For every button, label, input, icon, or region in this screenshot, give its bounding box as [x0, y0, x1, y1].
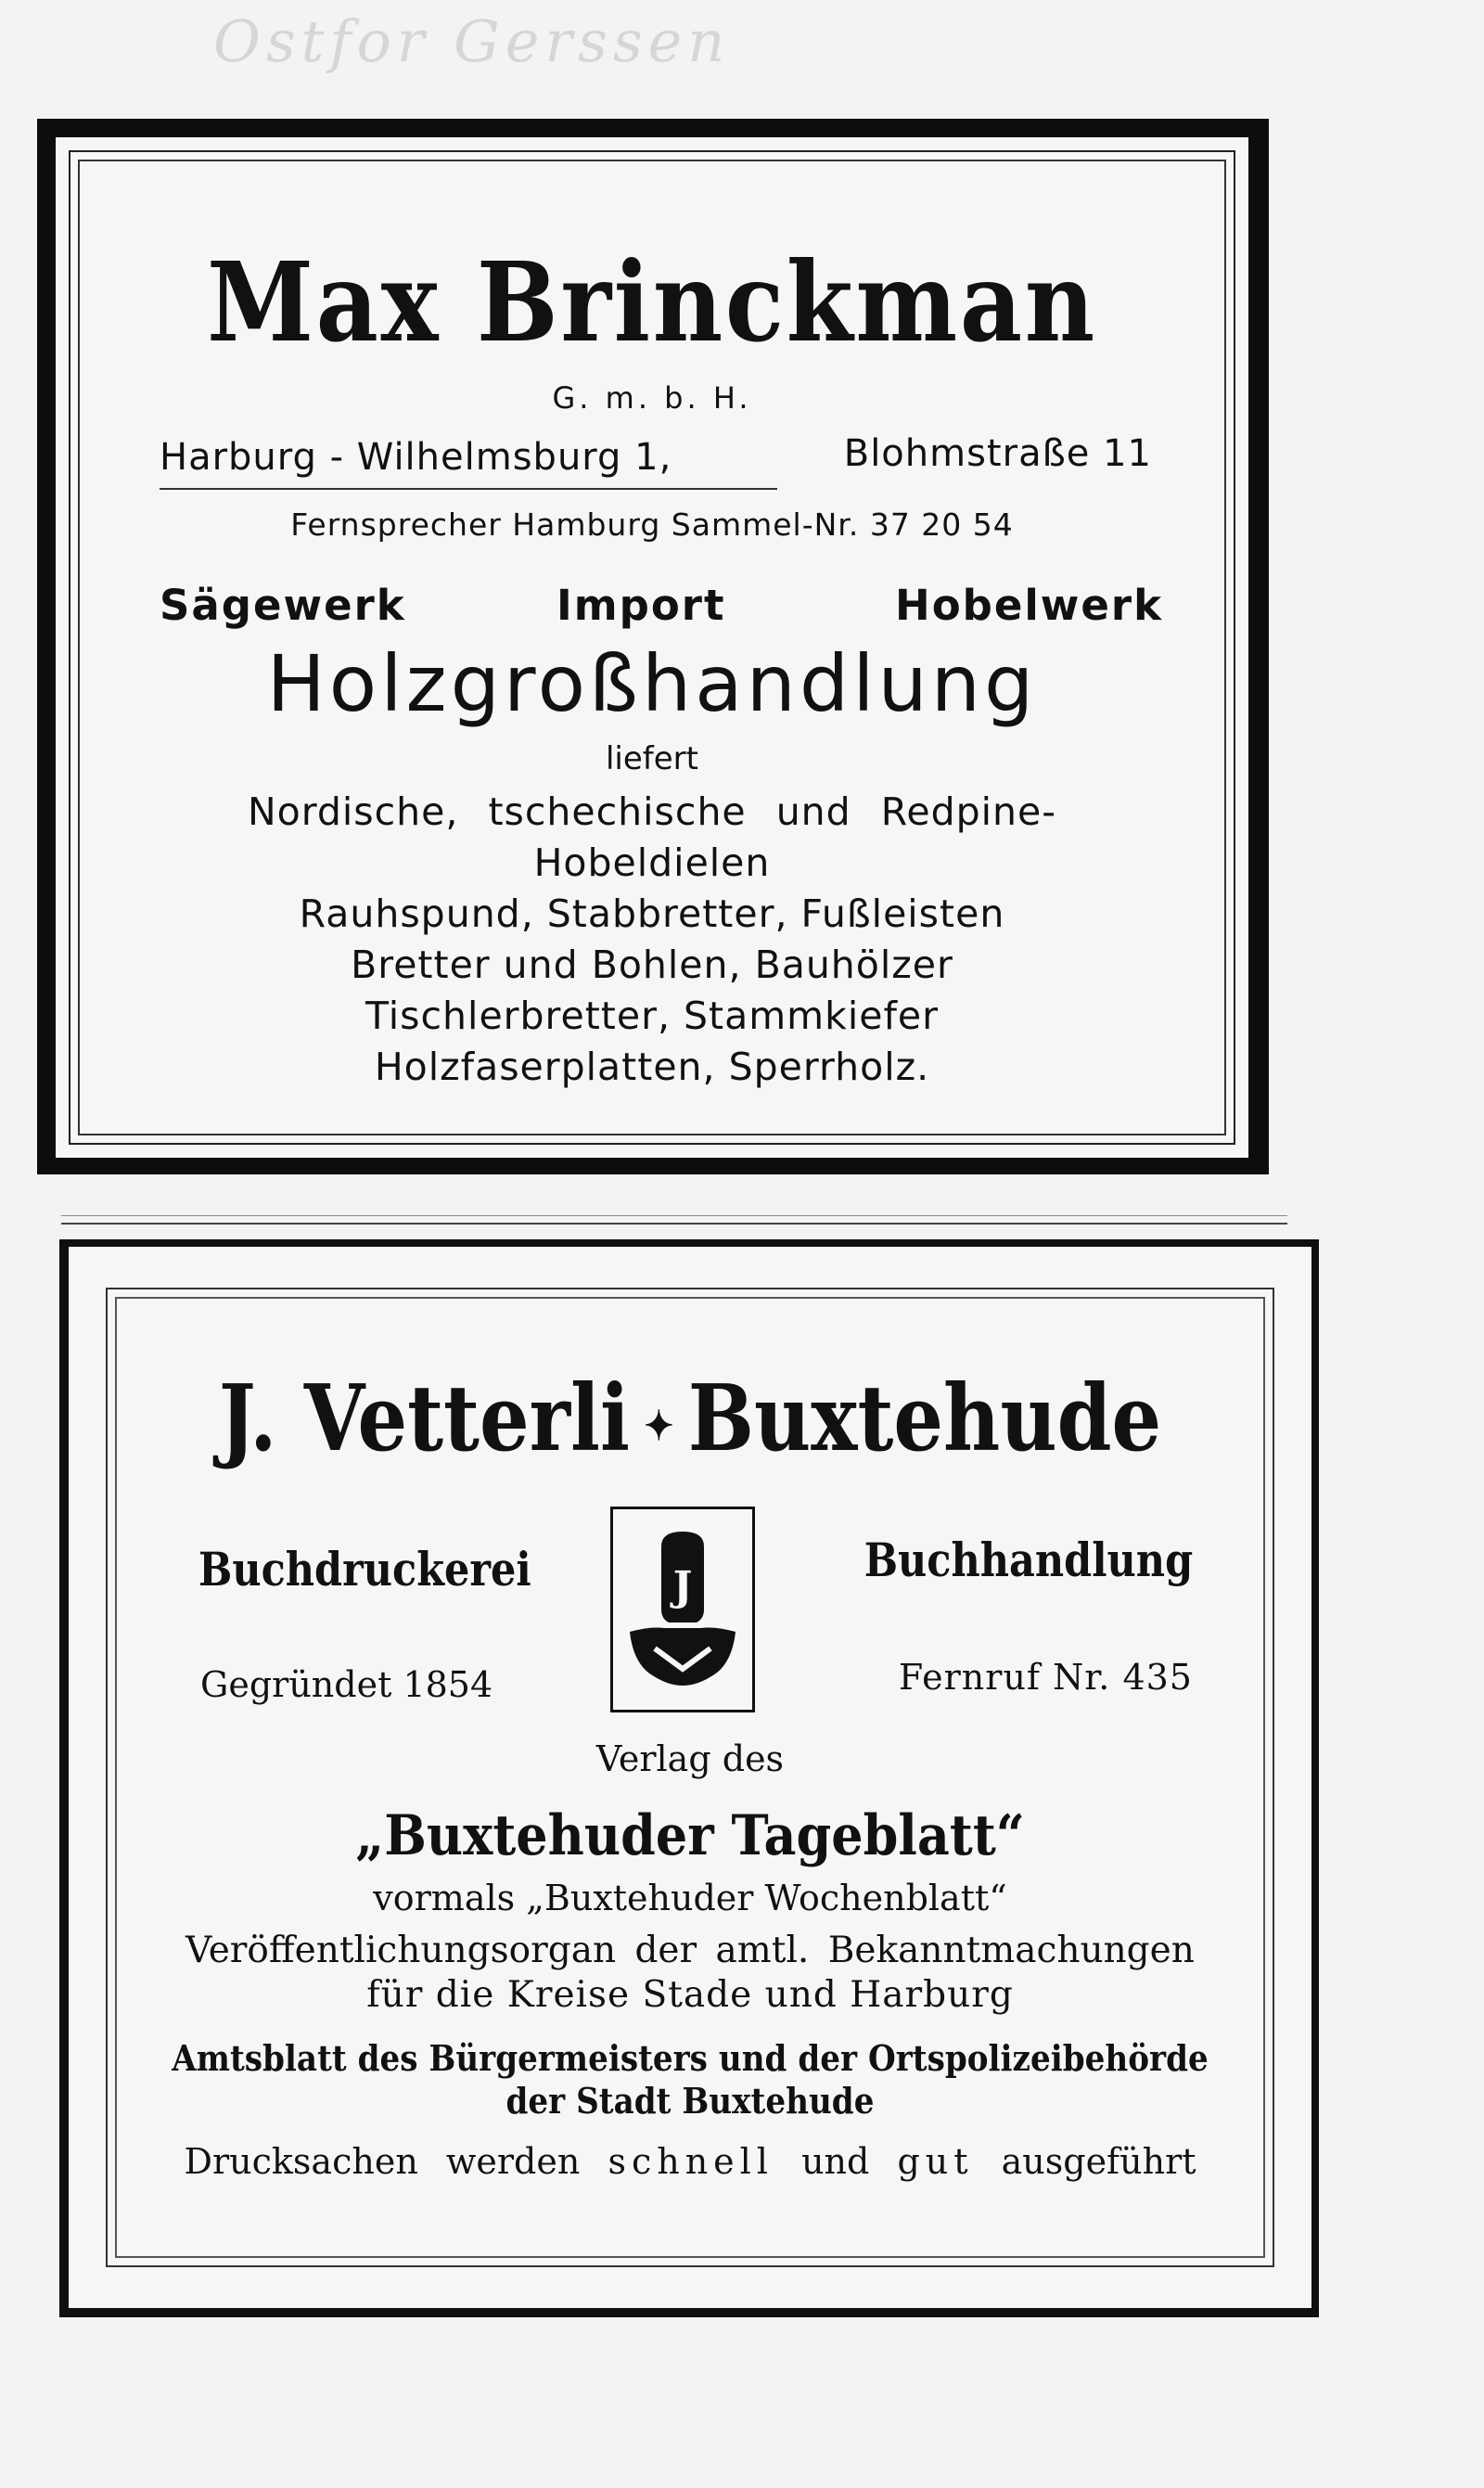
bookshop-heading: Buchhandlung — [864, 1533, 1193, 1587]
separator-ornament: ✦ — [644, 1403, 674, 1451]
printer-logo — [610, 1507, 755, 1712]
phone-number: Fernruf Nr. 435 — [898, 1657, 1193, 1698]
publisher-label: Verlag des — [595, 1738, 785, 1779]
business-title — [156, 1366, 1224, 1472]
product-line: Bretter und Bohlen, Bauhölzer — [351, 943, 953, 987]
logo-letter: J — [672, 1563, 693, 1610]
product-line: Nordische, tschechische und Redpine- — [247, 789, 1057, 834]
supplies-label: liefert — [605, 740, 698, 777]
brinckman-advertisement — [37, 119, 1269, 1174]
slogan-part: schnell — [608, 2141, 774, 2182]
product-line: Holzfaserplatten, Sperrholz. — [374, 1045, 930, 1089]
address-city: Harburg - Wilhelmsburg 1, — [160, 436, 672, 479]
official-notice-line: Veröffentlichungsorgan der amtl. Bekanntmachungen — [186, 1930, 1195, 1971]
product-line: Tischlerbretter, Stammkiefer — [365, 994, 939, 1038]
rule — [61, 1223, 1287, 1225]
official-notice-line: für die Kreise Stade und Harburg — [366, 1974, 1014, 2016]
former-title: vormals „Buxtehuder Wochenblatt“ — [373, 1878, 1007, 1918]
company-name: Max Brinckman — [207, 237, 1097, 366]
newspaper-title: „Buxtehuder Tageblatt“ — [355, 1803, 1025, 1868]
rule-thin — [61, 1215, 1287, 1216]
vetterli-advertisement — [59, 1239, 1319, 2317]
phone-number: Fernsprecher Hamburg Sammel-Nr. 37 20 54 — [290, 507, 1014, 543]
product-line: Hobeldielen — [533, 840, 771, 885]
printing-heading: Buchdruckerei — [198, 1542, 531, 1597]
trade-import: Import — [556, 581, 726, 630]
printer-mark-icon — [613, 1509, 752, 1710]
headline: Holzgroßhandlung — [266, 638, 1038, 729]
slogan-part: Drucksachen werden — [184, 2141, 581, 2182]
gazette-line: Amtsblatt des Bürgermeisters und der Ortspolizeibehörde — [172, 2037, 1209, 2079]
print-slogan — [69, 2141, 1311, 2182]
owner-name: J. Vetterli — [218, 1366, 631, 1472]
city-name: Buxtehude — [687, 1366, 1162, 1472]
founded-year: Gegründet 1854 — [200, 1664, 493, 1705]
address-underline — [160, 488, 777, 490]
legal-form: G. m. b. H. — [552, 380, 752, 416]
address-street: Blohmstraße 11 — [843, 432, 1152, 475]
slogan-part: ausgeführt — [1001, 2141, 1196, 2182]
gazette-line: der Stadt Buxtehude — [505, 2080, 875, 2122]
product-list — [56, 787, 1248, 1093]
pencil-note: Ostfor Gerssen — [213, 7, 731, 75]
trade-sawmill: Sägewerk — [160, 581, 406, 630]
slogan-part: gut — [897, 2141, 974, 2182]
product-line: Rauhspund, Stabbretter, Fußleisten — [299, 891, 1005, 936]
trade-planing-mill: Hobelwerk — [895, 581, 1163, 630]
slogan-part: und — [801, 2141, 870, 2182]
